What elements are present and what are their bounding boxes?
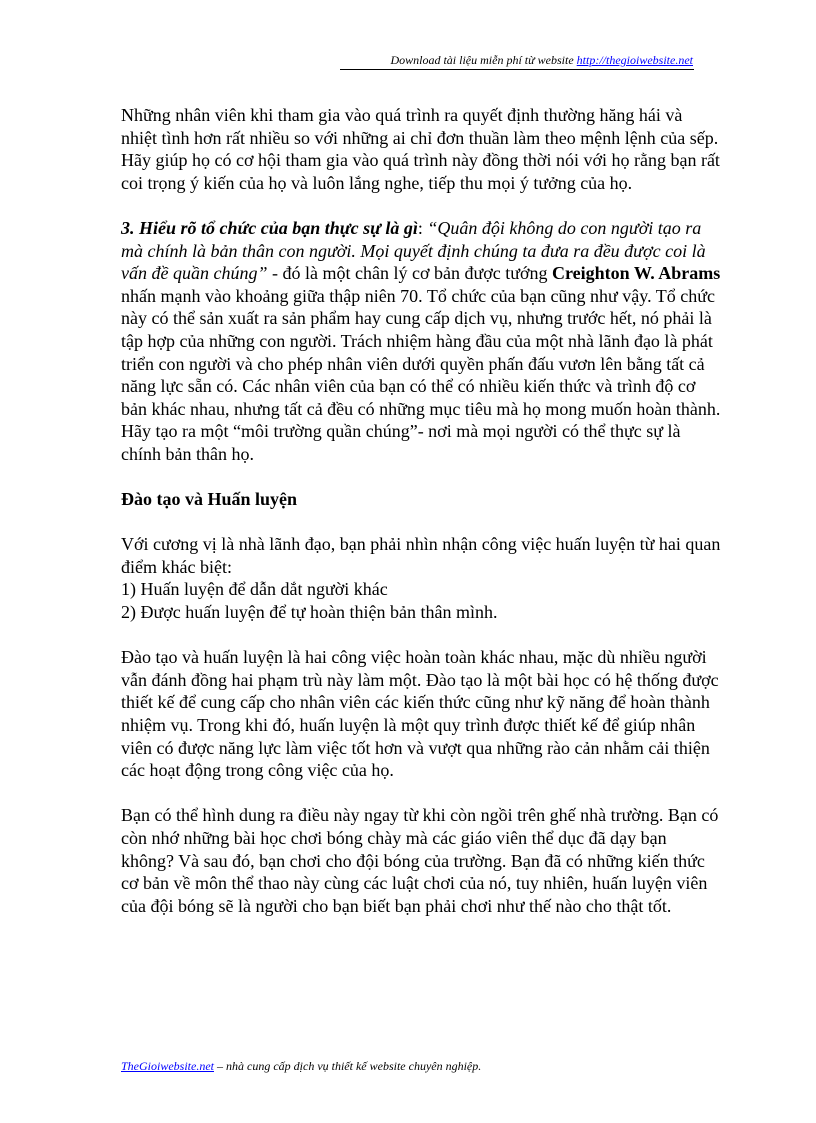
paragraph-training-vs-coaching: Đào tạo và huấn luyện là hai công việc hoàn toàn khác nhau, mặc dù nhiều người vẫn đánh đồng hai phạm trù này làm một. Đào tạo là một bài học có hệ thống được thiết kế để cung cấp cho nhân viên các kiến thức cũng như kỹ năng để hoàn thành nhiệm vụ. Trong khi đó, huấn luyện là một quy trình được thiết kế để giúp nhân viên có được năng lực làm việc tốt hơn và vượt qua những rào cản nhằm cải thiện các hoạt động trong công việc của họ.	[121, 647, 719, 781]
paragraph-coaching-intro: Với cương vị là nhà lãnh đạo, bạn phải nhìn nhận công việc huấn luyện từ hai quan điểm khác biệt:	[121, 534, 721, 577]
header-website-link[interactable]: http://thegioiwebsite.net	[576, 53, 693, 67]
person-name: Creighton W. Abrams	[552, 263, 721, 284]
paragraph-participation: Những nhân viên khi tham gia vào quá trình ra quyết định thường hăng hái và nhiệt tình hơn rất nhiều so với những ai chỉ đơn thuần làm theo mệnh lệnh của sếp. Hãy giúp họ có cơ hội tham gia vào quá trình này đồng thời nói với họ rằng bạn rất coi trọng ý kiến của họ và luôn lắng nghe, tiếp thu mọi ý tưởng của họ.	[121, 105, 720, 193]
paragraph-spacer	[121, 511, 721, 534]
paragraph-organization	[121, 217, 721, 466]
heading-colon: :	[417, 217, 428, 238]
footer-website-link[interactable]: TheGioiwebsite.net	[121, 1059, 214, 1073]
header-text: Download tài liệu miễn phí từ website	[390, 53, 577, 67]
document-body	[121, 104, 721, 917]
quote-attribution-text: - đó là một chân lý cơ bản được tướng	[267, 263, 552, 284]
section-heading-text: Đào tạo và Huấn luyện	[121, 489, 298, 510]
paragraph-spacer	[121, 194, 721, 217]
page-header	[390, 52, 693, 68]
section-heading-training	[121, 488, 721, 511]
list-item-self-coaching: 2) Được huấn luyện để tự hoàn thiện bản thân mình.	[121, 602, 498, 623]
paragraph-baseball-example: Bạn có thể hình dung ra điều này ngay từ khi còn ngồi trên ghế nhà trường. Bạn có còn nhớ những bài học chơi bóng chày mà các giáo viên thể dục đã dạy bạn không? Và sau đó, bạn chơi cho đội bóng của trường. Bạn đã có những kiến thức cơ bản về môn thể thao này cùng các luật chơi của nó, tuy nhiên, huấn luyện viên của đội bóng sẽ là người cho bạn biết bạn phải chơi như thế nào cho thật tốt.	[121, 805, 719, 916]
abrams-quote: “Quân đội không do con người tạo ra mà chính là bản thân con người. Mọi quyết định chúng ta đưa ra đều được coi là vấn đề quần chúng”	[121, 217, 706, 284]
footer-text: – nhà cung cấp dịch vụ thiết kế website chuyên nghiệp.	[214, 1059, 482, 1073]
page-footer	[121, 1058, 481, 1074]
paragraph-spacer	[121, 466, 721, 489]
list-item-coach-others: 1) Huấn luyện để dẫn dắt người khác	[121, 579, 388, 600]
section-3-heading: 3. Hiểu rõ tổ chức của bạn thực sự là gì	[121, 217, 418, 238]
paragraph-spacer	[121, 624, 721, 647]
paragraph-spacer	[121, 782, 721, 805]
header-divider	[340, 69, 694, 70]
organization-body-text: nhấn mạnh vào khoảng giữa thập niên 70. Tổ chức của bạn cũng như vậy. Tổ chức này có thể sản xuất ra sản phẩm hay cung cấp dịch vụ, nhưng trước hết, nó phải là tập hợp của những con người. Trách nhiệm hàng đầu của một nhà lãnh đạo là phát triển con người và cho phép nhân viên dưới quyền phấn đấu vươn lên bằng tất cả năng lực sẵn có. Các nhân viên của bạn có thể có nhiều kiến thức và trình độ cơ bản khác nhau, nhưng tất cả đều có những mục tiêu mà họ mong muốn hoàn thành. Hãy tạo ra một “môi trường quần chúng”- nơi mà mọi người có thể thực sự là chính bản thân họ.	[121, 285, 721, 464]
